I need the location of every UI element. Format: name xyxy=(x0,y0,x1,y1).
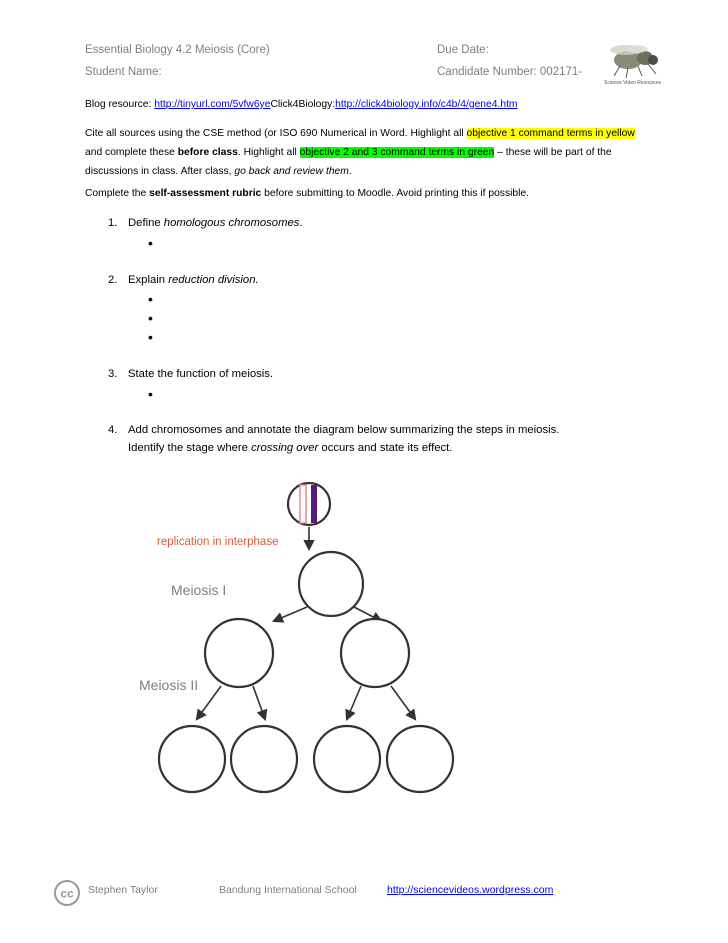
question-number: 4. xyxy=(108,424,118,436)
rubric-bold: self-assessment rubric xyxy=(149,188,262,199)
question-number: 2. xyxy=(108,274,118,286)
arrow xyxy=(274,607,307,621)
meiosis-1-cell-left[interactable] xyxy=(205,619,273,687)
rubric-text: before submitting to Moodle. Avoid printing this if possible. xyxy=(261,188,529,199)
answer-bullet[interactable]: • xyxy=(148,329,153,345)
arrow xyxy=(197,686,221,719)
resource-prefix: Blog resource: xyxy=(85,99,155,110)
rubric-paragraph xyxy=(85,184,645,203)
review-italic: go back and review them xyxy=(234,166,349,177)
meiosis-2-cell-3[interactable] xyxy=(314,726,380,792)
question-number: 1. xyxy=(108,217,118,229)
question-text: occurs and state its effect. xyxy=(318,442,453,454)
answer-bullet[interactable]: • xyxy=(148,291,153,307)
question-text: Explain xyxy=(128,274,169,286)
footer-school: Bandung International School xyxy=(219,884,357,896)
question-1 xyxy=(108,214,303,232)
candidate-number-label: Candidate Number: 002171- xyxy=(437,66,583,78)
pink-chromosome xyxy=(300,485,306,523)
footer-author: Stephen Taylor xyxy=(88,884,158,896)
yellow-highlight: objective 1 command terms in yellow xyxy=(466,128,635,139)
interphase-cell[interactable] xyxy=(299,552,363,616)
fly-logo-icon xyxy=(598,38,678,86)
arrow xyxy=(347,686,361,719)
meiosis-2-cell-2[interactable] xyxy=(231,726,297,792)
meiosis-diagram[interactable] xyxy=(135,475,615,815)
question-text: . xyxy=(299,217,303,229)
question-text: Add chromosomes and annotate the diagram below summarizing the steps in meiosis. xyxy=(128,424,560,436)
question-italic: reduction division. xyxy=(168,274,259,286)
question-2 xyxy=(108,271,259,289)
logo-caption: Science Video Resources xyxy=(604,80,662,86)
meiosis-2-cell-4[interactable] xyxy=(387,726,453,792)
purple-chromosome xyxy=(311,485,317,523)
student-name-label: Student Name: xyxy=(85,66,162,78)
question-4 xyxy=(108,421,559,457)
answer-bullet[interactable]: • xyxy=(148,386,153,402)
due-date-label: Due Date: xyxy=(437,44,489,56)
instructions-text: . xyxy=(348,166,352,177)
instructions-text: Cite all sources using the CSE method (or ISO 690 Numerical in Word. Highlight all xyxy=(85,128,467,139)
meiosis-1-label: Meiosis I xyxy=(171,582,227,598)
meiosis-2-cell-1[interactable] xyxy=(159,726,225,792)
blog-link[interactable]: http://tinyurl.com/5vfw6ye xyxy=(154,99,271,110)
green-highlight: objective 2 and 3 command terms in green xyxy=(299,147,495,158)
question-number: 3. xyxy=(108,368,118,380)
parent-cell[interactable] xyxy=(288,483,330,525)
question-3 xyxy=(108,365,273,383)
course-title: Essential Biology 4.2 Meiosis (Core) xyxy=(85,44,270,56)
resource-line xyxy=(85,95,645,114)
rubric-text: Complete the xyxy=(85,188,150,199)
question-italic: homologous chromosomes xyxy=(163,217,300,229)
arrow xyxy=(253,686,265,719)
before-class-bold: before class xyxy=(177,147,238,158)
question-text: Identify the stage where xyxy=(128,442,252,454)
instructions-paragraph xyxy=(85,124,645,181)
meiosis-1-cell-right[interactable] xyxy=(341,619,409,687)
creative-commons-icon xyxy=(54,880,80,906)
svg-text:cc: cc xyxy=(60,886,74,901)
question-italic: crossing over xyxy=(251,442,319,454)
answer-bullet[interactable]: • xyxy=(148,310,153,326)
footer-url-link[interactable]: http://sciencevideos.wordpress.com xyxy=(387,884,554,896)
instructions-text: – these will be part of the discussions in class. After class, xyxy=(85,147,612,177)
replication-label: replication in interphase xyxy=(157,536,279,548)
arrow xyxy=(391,686,415,719)
answer-bullet[interactable]: • xyxy=(148,235,153,251)
instructions-text: . Highlight all xyxy=(237,147,300,158)
meiosis-2-label: Meiosis II xyxy=(139,677,199,693)
question-text: Define xyxy=(128,217,164,229)
instructions-text: and complete these xyxy=(85,147,178,158)
question-text: State the function of meiosis. xyxy=(128,368,274,380)
click4biology-label: Click4Biology: xyxy=(270,99,336,110)
click4biology-link[interactable]: http://click4biology.info/c4b/4/gene4.htm xyxy=(335,99,518,110)
